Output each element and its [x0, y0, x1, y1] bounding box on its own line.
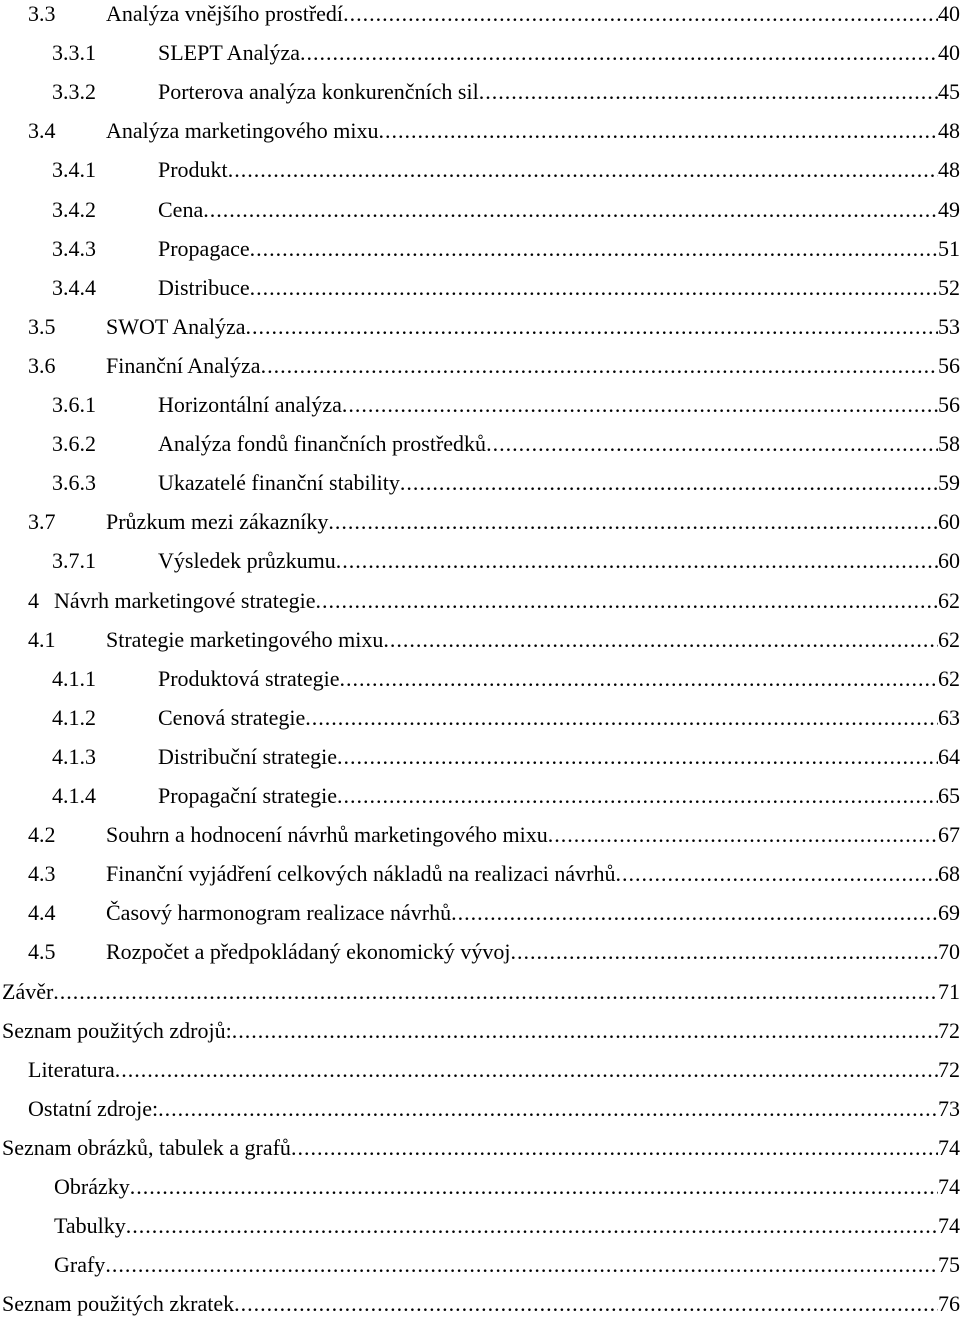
toc-entry-number: 4.5 — [28, 939, 56, 965]
toc-entry-title: Průzkum mezi zákazníky — [106, 509, 329, 535]
toc-entry-number: 3.7.1 — [52, 548, 96, 574]
toc-entry-page-number: 67 — [938, 822, 960, 848]
toc-entry-title: SWOT Analýza — [106, 313, 246, 339]
toc-entry-page-number: 51 — [938, 235, 960, 261]
toc-entry-number: 4.1.1 — [52, 665, 96, 691]
toc-entry-number: 3.4.1 — [52, 157, 96, 183]
toc-entry-number: 3.7 — [28, 509, 56, 535]
dot-leader — [291, 1130, 938, 1166]
dot-leader — [232, 1013, 938, 1049]
dot-leader — [548, 817, 938, 853]
toc-entry[interactable] — [28, 934, 960, 970]
toc-entry-page-number: 70 — [938, 939, 960, 965]
toc-entry-title: Finanční vyjádření celkových nákladů na realizaci návrhů — [106, 861, 616, 887]
toc-entry[interactable] — [52, 778, 960, 814]
toc-entry-number: 4.1 — [28, 626, 56, 652]
toc-entry-number: 4.3 — [28, 861, 56, 887]
toc-entry[interactable] — [28, 113, 960, 149]
toc-entry-title: Produkt — [158, 157, 228, 183]
toc-entry[interactable] — [52, 426, 960, 462]
toc-entry-title: Cenová strategie — [158, 704, 306, 730]
toc-entry-title: Obrázky — [54, 1174, 130, 1199]
toc-entry[interactable] — [28, 0, 960, 32]
dot-leader — [336, 543, 938, 579]
toc-entry-title: Analýza fondů finančních prostředků — [158, 431, 487, 457]
toc-entry-title: Návrh marketingové strategie — [54, 587, 316, 613]
toc-entry[interactable] — [28, 895, 960, 931]
dot-leader — [261, 348, 938, 384]
toc-entry[interactable] — [54, 1169, 960, 1205]
toc-entry[interactable] — [52, 231, 960, 267]
dot-leader — [250, 231, 938, 267]
toc-entry-page-number: 63 — [938, 704, 960, 730]
toc-entry-title: Seznam použitých zdrojů: — [2, 1017, 232, 1043]
toc-entry[interactable] — [54, 1208, 960, 1244]
toc-entry-number: 3.4.3 — [52, 235, 96, 261]
toc-entry-title: Distribuční strategie — [158, 743, 338, 769]
toc-entry-title: Strategie marketingového mixu — [106, 626, 384, 652]
dot-leader — [315, 583, 938, 619]
toc-entry[interactable] — [52, 700, 960, 736]
toc-entry-page-number: 53 — [938, 313, 960, 339]
toc-entry-title: Časový harmonogram realizace návrhů — [106, 900, 452, 926]
toc-entry-page-number: 56 — [938, 352, 960, 378]
toc-entry-page-number: 72 — [938, 1056, 960, 1082]
toc-entry-title: Ostatní zdroje: — [28, 1095, 159, 1121]
toc-entry-page-number: 49 — [938, 196, 960, 222]
toc-entry[interactable] — [52, 661, 960, 697]
toc-entry-number: 3.6.2 — [52, 431, 96, 457]
toc-entry-title: Seznam použitých zkratek — [2, 1291, 235, 1317]
toc-entry-page-number: 48 — [938, 118, 960, 144]
toc-entry-number: 4.1.2 — [52, 704, 96, 730]
dot-leader — [328, 504, 938, 540]
toc-entry[interactable] — [28, 504, 960, 540]
toc-entry[interactable] — [52, 543, 960, 579]
toc-entry-number: 4.1.3 — [52, 743, 96, 769]
toc-entry-page-number: 75 — [938, 1252, 960, 1278]
toc-entry-title: Seznam obrázků, tabulek a grafů — [2, 1134, 291, 1160]
dot-leader — [383, 622, 938, 658]
toc-entry[interactable] — [52, 739, 960, 775]
toc-entry-page-number: 45 — [938, 79, 960, 105]
toc-entry[interactable] — [2, 974, 960, 1010]
toc-entry-page-number: 74 — [938, 1174, 960, 1199]
toc-entry-page-number: 74 — [938, 1213, 960, 1239]
toc-entry-title: SLEPT Analýza — [158, 40, 300, 66]
toc-entry-title: Ukazatelé finanční stability — [158, 470, 400, 496]
dot-leader — [246, 309, 938, 345]
dot-leader — [234, 1286, 938, 1322]
toc-entry-page-number: 59 — [938, 470, 960, 496]
dot-leader — [305, 700, 938, 736]
toc-entry-number: 4.1.4 — [52, 783, 96, 808]
toc-entry-page-number: 76 — [938, 1291, 960, 1317]
toc-entry[interactable] — [52, 192, 960, 228]
dot-leader — [486, 426, 938, 462]
toc-entry[interactable] — [28, 622, 960, 658]
toc-entry-title: Finanční Analýza — [106, 352, 261, 378]
toc-entry-title: Propagační strategie — [158, 783, 337, 808]
toc-entry[interactable] — [52, 152, 960, 188]
toc-entry-page-number: 60 — [938, 548, 960, 574]
dot-leader — [105, 1247, 938, 1283]
dot-leader — [400, 465, 938, 501]
toc-entry-number: 4 — [28, 587, 39, 613]
toc-entry-page-number: 71 — [938, 978, 960, 1004]
dot-leader — [343, 0, 938, 32]
dot-leader — [53, 974, 938, 1010]
toc-entry[interactable] — [28, 1052, 960, 1088]
toc-entry-page-number: 62 — [938, 626, 960, 652]
toc-entry-title: Rozpočet a předpokládaný ekonomický vývoj — [106, 939, 511, 965]
dot-leader — [378, 113, 938, 149]
toc-entry-title: Výsledek průzkumu — [158, 548, 336, 574]
toc-entry-number: 3.6.1 — [52, 392, 96, 417]
toc-entry-number: 3.3 — [28, 1, 56, 26]
toc-entry[interactable] — [52, 270, 960, 306]
toc-entry-title: Distribuce — [158, 274, 250, 300]
toc-entry-number: 3.3.1 — [52, 40, 96, 66]
toc-entry-page-number: 56 — [938, 392, 960, 417]
dot-leader — [342, 387, 938, 423]
toc-entry-number: 3.5 — [28, 313, 56, 339]
toc-entry-page-number: 68 — [938, 861, 960, 887]
dot-leader — [615, 856, 938, 892]
toc-entry-page-number: 62 — [938, 587, 960, 613]
dot-leader — [337, 778, 938, 814]
toc-entry[interactable] — [54, 1247, 960, 1283]
toc-entry-title: Produktová strategie — [158, 665, 340, 691]
dot-leader — [300, 35, 938, 71]
toc-entry-page-number: 40 — [938, 1, 960, 26]
toc-entry-title: Analýza vnějšího prostředí — [106, 1, 344, 26]
toc-entry-page-number: 72 — [938, 1017, 960, 1043]
toc-entry[interactable] — [52, 387, 960, 423]
dot-leader — [126, 1208, 938, 1244]
toc-entry-page-number: 64 — [938, 743, 960, 769]
toc-entry-page-number: 58 — [938, 431, 960, 457]
dot-leader — [337, 739, 938, 775]
toc-entry-number: 4.4 — [28, 900, 56, 926]
toc-entry[interactable] — [28, 817, 960, 853]
toc-entry-page-number: 73 — [938, 1095, 960, 1121]
dot-leader — [115, 1052, 938, 1088]
toc-entry-page-number: 48 — [938, 157, 960, 183]
toc-entry[interactable] — [52, 35, 960, 71]
toc-entry-title: Cena — [158, 196, 204, 222]
toc-entry-number: 3.4.2 — [52, 196, 96, 222]
toc-entry-number: 4.2 — [28, 822, 56, 848]
toc-entry[interactable] — [28, 309, 960, 345]
dot-leader — [479, 74, 938, 110]
toc-entry[interactable] — [28, 348, 960, 384]
toc-entry-number: 3.3.2 — [52, 79, 96, 105]
toc-entry-page-number: 65 — [938, 783, 960, 808]
dot-leader — [130, 1169, 938, 1205]
toc-entry-title: Horizontální analýza — [158, 392, 342, 417]
dot-leader — [203, 192, 938, 228]
toc-entry-title: Analýza marketingového mixu — [106, 118, 379, 144]
toc-entry-title: Závěr — [2, 978, 54, 1004]
toc-entry-title: Tabulky — [54, 1213, 126, 1239]
toc-entry-number: 3.6.3 — [52, 470, 96, 496]
dot-leader — [158, 1091, 938, 1127]
toc-entry[interactable] — [2, 1013, 960, 1049]
toc-entry[interactable] — [52, 74, 960, 110]
dot-leader — [228, 152, 938, 188]
dot-leader — [451, 895, 938, 931]
dot-leader — [510, 934, 938, 970]
toc-entry[interactable] — [28, 583, 960, 619]
toc-entry[interactable] — [28, 856, 960, 892]
toc-entry-number: 3.6 — [28, 352, 56, 378]
toc-entry-page-number: 74 — [938, 1134, 960, 1160]
toc-entry-title: Literatura — [28, 1056, 115, 1082]
toc-entry[interactable] — [52, 465, 960, 501]
toc-entry-title: Propagace — [158, 235, 250, 261]
dot-leader — [339, 661, 938, 697]
toc-entry[interactable] — [28, 1091, 960, 1127]
toc-entry-number: 3.4.4 — [52, 274, 96, 300]
toc-entry-number: 3.4 — [28, 118, 56, 144]
toc-entry-page-number: 60 — [938, 509, 960, 535]
toc-entry[interactable] — [2, 1130, 960, 1166]
toc-entry-page-number: 52 — [938, 274, 960, 300]
toc-entry-title: Porterova analýza konkurenčních sil — [158, 79, 479, 105]
toc-entry-page-number: 40 — [938, 40, 960, 66]
toc-entry-title: Souhrn a hodnocení návrhů marketingového mixu — [106, 822, 548, 848]
toc-entry-title: Grafy — [54, 1252, 106, 1278]
toc-entry-page-number: 62 — [938, 665, 960, 691]
toc-entry[interactable] — [2, 1286, 960, 1322]
dot-leader — [250, 270, 938, 306]
toc-entry-page-number: 69 — [938, 900, 960, 926]
